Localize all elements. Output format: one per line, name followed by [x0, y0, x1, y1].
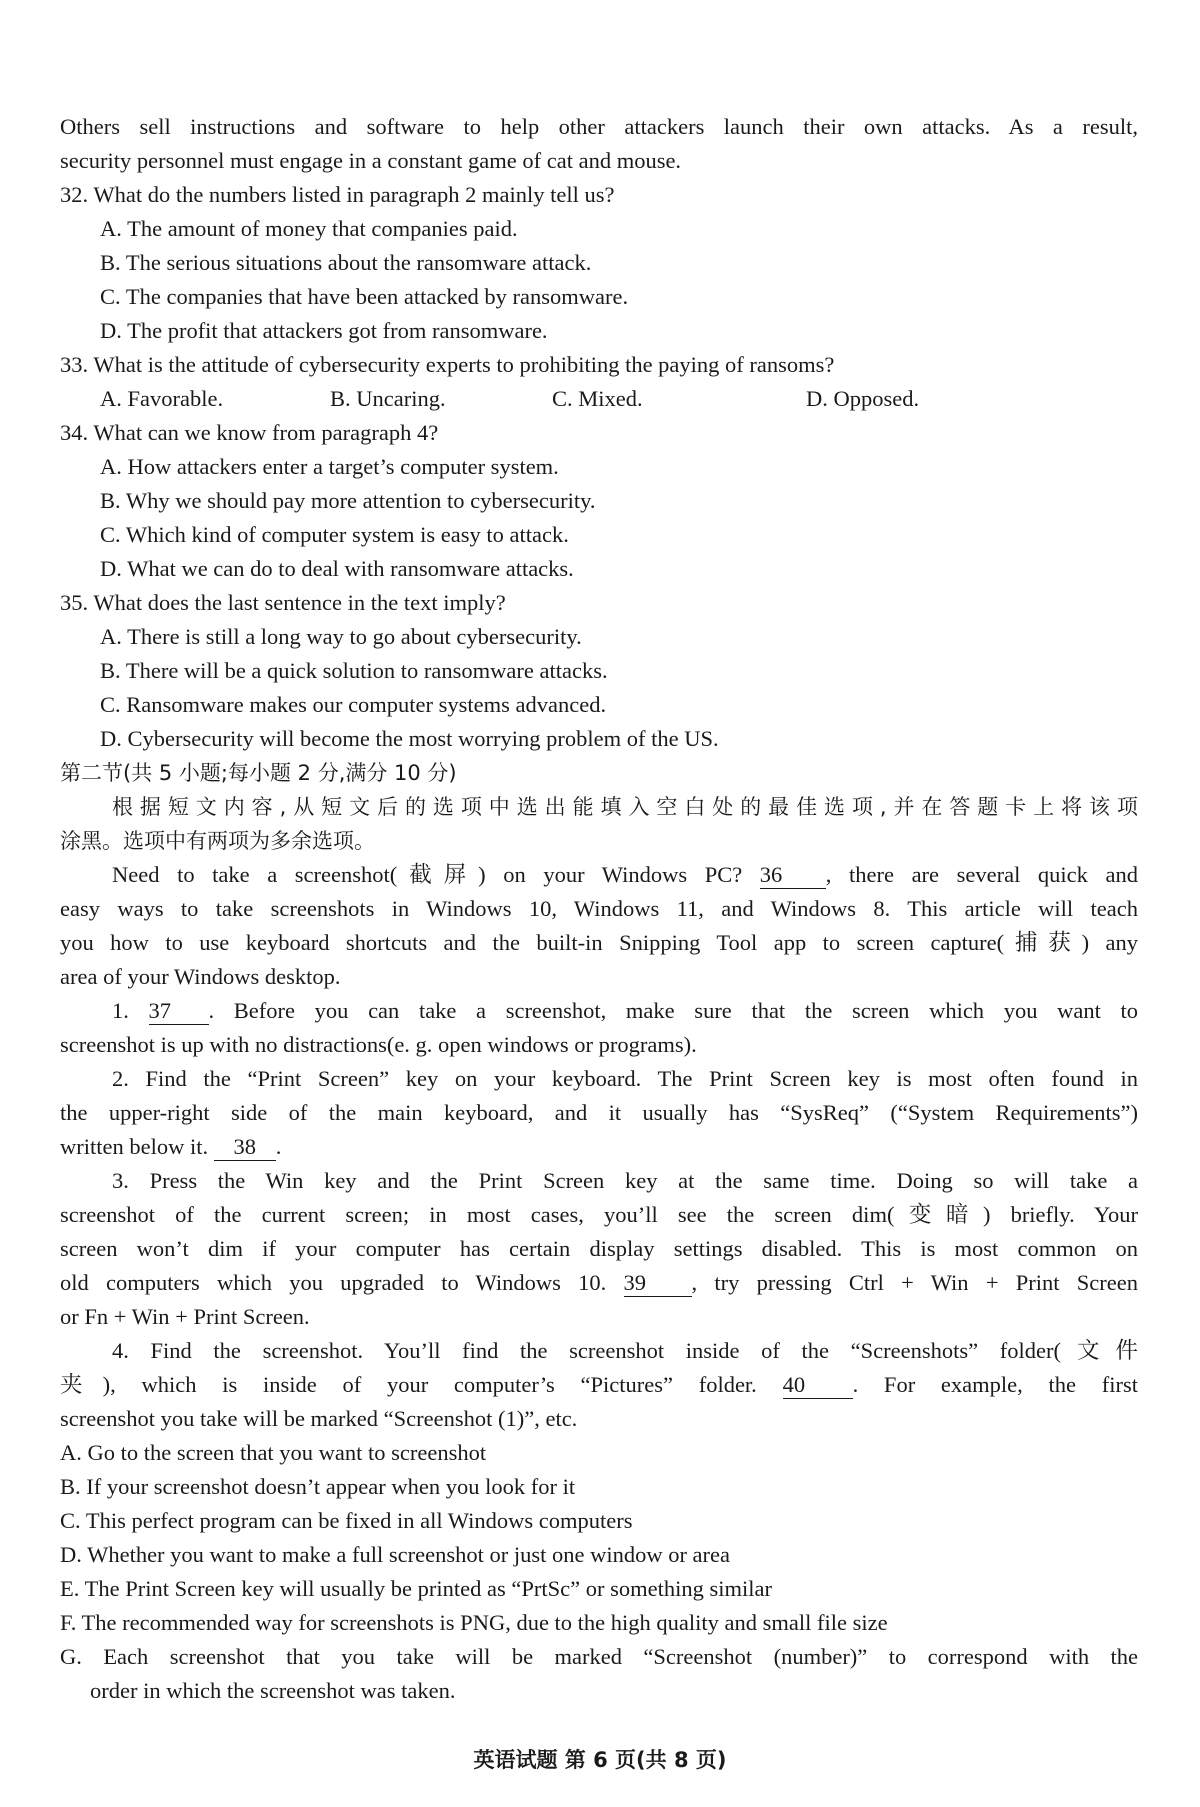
choice-e: E. The Print Screen key will usually be printed as “PrtSc” or something similar	[60, 1576, 772, 1601]
choice-b: B. If your screenshot doesn’t appear when you look for it	[60, 1474, 576, 1499]
choice-d: D. Whether you want to make a full screenshot or just one window or area	[60, 1542, 731, 1567]
blank-40[interactable]: 40	[783, 1372, 853, 1399]
passage-line: area of your Windows desktop.	[60, 964, 341, 989]
option-d: D. What we can do to deal with ransomware attacks.	[100, 556, 574, 581]
passage-text: , try pressing Ctrl + Win + Print Screen	[691, 1270, 1138, 1295]
cloze-passage	[60, 858, 1138, 1436]
passage-line: easy ways to take screenshots in Windows 10, Windows 11, and Windows 8. This article will teach	[60, 896, 1138, 921]
passage-line	[60, 858, 1138, 892]
question-35	[60, 586, 1138, 756]
option-a: A. There is still a long way to go about cybersecurity.	[100, 624, 582, 649]
passage-line	[60, 1130, 1138, 1164]
passage-line: or Fn + Win + Print Screen.	[60, 1304, 310, 1329]
blank-38[interactable]: 38	[214, 1134, 276, 1161]
passage-line	[60, 1368, 1138, 1402]
passage-text: old computers which you upgraded to Windows 10.	[60, 1270, 607, 1295]
option-c: C. Which kind of computer system is easy to attack.	[100, 522, 569, 547]
section-heading: 第二节(共 5 小题;每小题 2 分,满分 10 分)	[60, 761, 457, 785]
inline-options	[60, 382, 1138, 416]
choice-list	[60, 1436, 1138, 1708]
intro-line: Others sell instructions and software to help other attackers launch their own attacks. As a result,	[60, 114, 1138, 139]
option-b: B. Why we should pay more attention to cybersecurity.	[100, 488, 596, 513]
passage-line: 2. Find the “Print Screen” key on your keyboard. The Print Screen key is most often found in	[112, 1066, 1138, 1091]
choice-g-continuation: order in which the screenshot was taken.	[90, 1678, 456, 1703]
question-33	[60, 348, 1138, 416]
option-c: C. Ransomware makes our computer systems advanced.	[100, 692, 607, 717]
question-stem: 34. What can we know from paragraph 4?	[60, 420, 439, 445]
passage-line: you how to use keyboard shortcuts and the built-in Snipping Tool app to screen capture(捕获) any	[60, 930, 1138, 955]
passage-line: screenshot is up with no distractions(e. g. open windows or programs).	[60, 1032, 697, 1057]
question-stem: 32. What do the numbers listed in paragraph 2 mainly tell us?	[60, 182, 615, 207]
passage-text: 1.	[112, 998, 129, 1023]
option-d: D. The profit that attackers got from ransomware.	[100, 318, 548, 343]
question-34	[60, 416, 1138, 586]
section-2	[60, 756, 1138, 858]
passage-line: screenshot you take will be marked “Screenshot (1)”, etc.	[60, 1406, 578, 1431]
choice-f: F. The recommended way for screenshots is PNG, due to the high quality and small file size	[60, 1610, 888, 1635]
passage-line: 3. Press the Win key and the Print Screen key at the same time. Doing so will take a	[112, 1168, 1138, 1193]
option-b: B. Uncaring.	[330, 386, 446, 411]
passage-line	[60, 1266, 1138, 1300]
question-32	[60, 178, 1138, 348]
option-a: A. The amount of money that companies paid.	[100, 216, 518, 241]
option-a: A. Favorable.	[100, 386, 224, 411]
choice-g: G. Each screenshot that you take will be marked “Screenshot (number)” to correspond with the	[60, 1644, 1138, 1669]
passage-line: the upper-right side of the main keyboard, and it usually has “SysReq” (“System Requirements”)	[60, 1100, 1138, 1125]
passage-text: , there are several quick and	[825, 862, 1138, 887]
passage-text: 夹), which is inside of your computer’s “Pictures” folder.	[60, 1372, 757, 1397]
passage-line: 4. Find the screenshot. You’ll find the screenshot inside of the “Screenshots” folder(文件	[112, 1338, 1138, 1363]
passage-line	[60, 994, 1138, 1028]
question-stem: 33. What is the attitude of cybersecurity experts to prohibiting the paying of ransoms?	[60, 352, 835, 377]
option-d: D. Cybersecurity will become the most worrying problem of the US.	[100, 726, 719, 751]
option-b: B. There will be a quick solution to ransomware attacks.	[100, 658, 608, 683]
option-d: D. Opposed.	[806, 386, 920, 411]
intro-line: security personnel must engage in a constant game of cat and mouse.	[60, 148, 682, 173]
option-c: C. Mixed.	[552, 386, 643, 411]
option-b: B. The serious situations about the ransomware attack.	[100, 250, 592, 275]
passage-line: screen won’t dim if your computer has certain display settings disabled. This is most common on	[60, 1236, 1138, 1261]
passage-text: Need to take a screenshot(截屏) on your Windows PC?	[112, 862, 743, 887]
choice-c: C. This perfect program can be fixed in all Windows computers	[60, 1508, 633, 1533]
choice-a: A. Go to the screen that you want to screenshot	[60, 1440, 487, 1465]
section-instruction: 根据短文内容,从短文后的选项中选出能填入空白处的最佳选项,并在答题卡上将该项	[112, 795, 1138, 819]
blank-37[interactable]: 37	[149, 998, 209, 1025]
passage-text: . Before you can take a screenshot, make sure that the screen which you want to	[208, 998, 1138, 1023]
blank-36[interactable]: 36	[760, 862, 826, 889]
question-stem: 35. What does the last sentence in the text imply?	[60, 590, 506, 615]
section-instruction: 涂黑。选项中有两项为多余选项。	[60, 829, 375, 853]
passage-text: . For example, the first	[852, 1372, 1138, 1397]
blank-39[interactable]: 39	[624, 1270, 692, 1297]
option-a: A. How attackers enter a target’s computer system.	[100, 454, 559, 479]
passage-line: screenshot of the current screen; in most cases, you’ll see the screen dim(变暗) briefly. Your	[60, 1202, 1138, 1227]
passage-text: written below it.	[60, 1134, 209, 1159]
page-footer: 英语试题 第 6 页(共 8 页)	[473, 1748, 727, 1772]
option-c: C. The companies that have been attacked by ransomware.	[100, 284, 629, 309]
passage-text: .	[275, 1134, 282, 1159]
intro-paragraph	[60, 110, 1138, 178]
